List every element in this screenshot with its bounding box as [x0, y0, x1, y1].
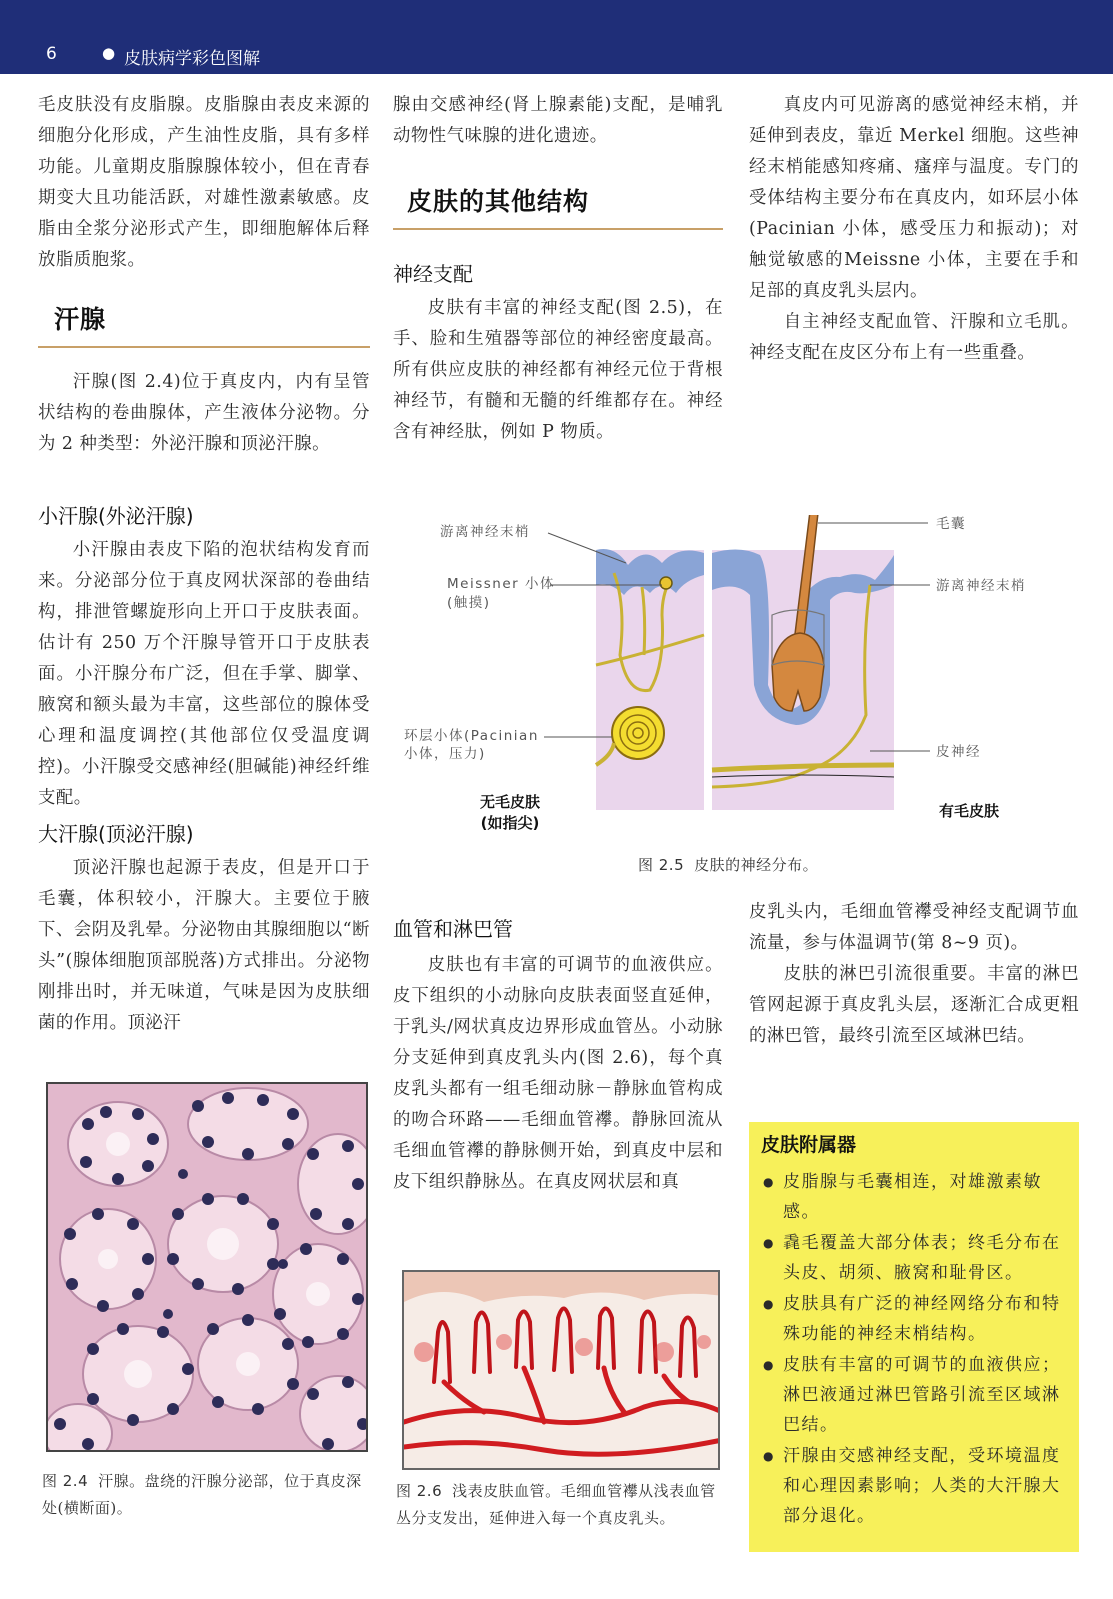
nerve-supply-illustration [400, 515, 1100, 835]
page-number: 6 [46, 44, 57, 64]
summary-item: ● 皮脂腺与毛囊相连，对雄激素敏感。 [761, 1167, 1067, 1227]
sweat-gland-histology-image [48, 1084, 368, 1452]
paragraph-nerve-endings: 真皮内可见游离的感觉神经末梢，并延伸到表皮，靠近 Merkel 细胞。这些神经末梢能感知疼痛、瘙痒与温度。专门的受体结构主要分布在真皮内，如环层小体(Pacinian 小体，感受压力和振动)；对触觉敏感的Meissne 小体，主要在手和足部的真皮乳头层内。 [749, 95, 1079, 301]
label-glabrous-skin [470, 792, 550, 834]
paragraph-sebaceous: 毛皮肤没有皮脂腺。皮脂腺由表皮来源的细胞分化形成，产生油性皮脂，具有多样功能。儿童期皮脂腺腺体较小，但在青春期变大且功能活跃，对雄性激素敏感。皮脂由全浆分泌形式产生，即细胞解体后释放脂质胞浆。 [38, 95, 370, 270]
label-free-nerve-endings-right: 游离神经末梢 [936, 578, 1026, 594]
label-glabrous-skin-sub: (如指尖) [480, 814, 540, 832]
heading-rule [393, 228, 723, 230]
figure-2-6-caption [396, 1478, 730, 1532]
heading-other-structures: 皮肤的其他结构 [407, 187, 590, 216]
page-header [0, 0, 1113, 74]
heading-eccrine: 小汗腺(外泌汗腺) [38, 504, 194, 528]
summary-box [749, 1122, 1079, 1552]
heading-nerve-supply: 神经支配 [393, 262, 473, 286]
summary-item: ● 皮肤具有广泛的神经网络分布和特殊功能的神经末梢结构。 [761, 1289, 1067, 1349]
figure-2-5-text: 皮肤的神经分布。 [694, 856, 819, 874]
summary-item: ● 皮肤有丰富的可调节的血液供应；淋巴液通过淋巴管路引流至区域淋巴结。 [761, 1350, 1067, 1440]
heading-apocrine: 大汗腺(顶泌汗腺) [38, 822, 194, 846]
column-1 [38, 90, 370, 276]
figure-2-4-photo [46, 1082, 368, 1452]
figure-2-5-label: 图 2.5 [638, 856, 685, 874]
label-cutaneous-nerve: 皮神经 [936, 744, 981, 760]
skin-vessels-image [404, 1272, 720, 1470]
paragraph-nerve-supply: 皮肤有丰富的神经支配(图 2.5)，在手、脸和生殖器等部位的神经密度最高。所有供应皮肤的神经都有神经元位于背根神经节，有髓和无髓的纤维都存在。神经含有神经肽，例如 P 物质。 [393, 298, 723, 442]
summary-item: ● 毳毛覆盖大部分体表；终毛分布在头皮、胡须、腋窝和耻骨区。 [761, 1228, 1067, 1288]
figure-2-4-text: 汗腺。盘绕的汗腺分泌部，位于真皮深处(横断面)。 [42, 1472, 362, 1517]
label-free-nerve-endings-left: 游离神经末梢 [440, 524, 530, 540]
paragraph-autonomic: 自主神经支配血管、汗腺和立毛肌。神经支配在皮区分布上有一些重叠。 [749, 312, 1079, 363]
heading-rule [38, 346, 370, 348]
label-hairy-skin: 有毛皮肤 [938, 802, 999, 820]
paragraph-apocrine: 顶泌汗腺也起源于表皮，但是开口于毛囊，体积较小，汗腺大。主要位于腋下、会阴及乳晕。分泌物由其腺细胞以“断头”(腺体细胞顶部脱落)方式排出。分泌物刚排出时，并无味道，气味是因为皮肤细菌的作用。顶泌汗 [38, 858, 370, 1033]
figure-2-4-caption [42, 1468, 372, 1522]
label-glabrous-skin-title: 无毛皮肤 [479, 793, 540, 811]
summary-item: ● 汗腺由交感神经支配，受环境温度和心理因素影响；人类的大汗腺大部分退化。 [761, 1441, 1067, 1531]
heading-sweat-glands: 汗腺 [54, 305, 107, 334]
figure-2-6-label: 图 2.6 [396, 1482, 443, 1500]
label-meissner: Meissner 小体 [447, 576, 555, 592]
summary-title: 皮肤附属器 [761, 1134, 857, 1156]
figure-2-5-diagram [400, 515, 1100, 835]
paragraph-vessels-cont: 皮乳头内，毛细血管襻受神经支配调节血流量，参与体温调节(第 8~9 页)。 [749, 902, 1079, 953]
section-sweat-glands [38, 300, 370, 348]
paragraph-apocrine-cont: 腺由交感神经(肾上腺素能)支配，是哺乳动物性气味腺的进化遗迹。 [393, 95, 723, 146]
figure-2-6-photo [402, 1270, 720, 1470]
heading-vessels: 血管和淋巴管 [393, 917, 513, 941]
figure-2-4-label: 图 2.4 [42, 1472, 89, 1490]
header-bullet: ● [102, 44, 116, 62]
label-hair-follicle: 毛囊 [936, 516, 966, 532]
book-title: 皮肤病学彩色图解 [124, 49, 260, 69]
figure-2-5-caption [638, 852, 898, 879]
paragraph-lymph: 皮肤的淋巴引流很重要。丰富的淋巴管网起源于真皮乳头层，逐渐汇合成更粗的淋巴管，最终引流至区域淋巴结。 [749, 964, 1079, 1046]
label-pacinian-sub: 小体，压力) [404, 746, 486, 762]
section-other-structures [393, 182, 723, 230]
paragraph-vessels: 皮肤也有丰富的可调节的血液供应。皮下组织的小动脉向皮肤表面竖直延伸，于乳头/网状真皮边界形成血管丛。小动脉分支延伸到真皮乳头内(图 2.6)，每个真皮乳头都有一组毛细动脉－静脉血管构成的吻合环路——毛细血管襻。静脉回流从毛细血管襻的静脉侧开始，到真皮中层和皮下组织静脉丛。在真皮网状层和真 [393, 955, 723, 1192]
label-pacinian: 环层小体(Pacinian [404, 728, 539, 744]
figure-2-6-text: 浅表皮肤血管。毛细血管襻从浅表血管丛分支发出，延伸进入每一个真皮乳头。 [396, 1482, 716, 1527]
paragraph-eccrine: 小汗腺由表皮下陷的泡状结构发育而来。分泌部分位于真皮网状深部的卷曲结构，排泄管螺旋形向上开口于皮肤表面。估计有 250 万个汗腺导管开口于皮肤表面。小汗腺分布广泛，但在手掌、脚掌、腋窝和额头最为丰富，这些部位的腺体受心理和温度调控(其他部位仅受温度调控)。小汗腺受交感神经(胆碱能)神经纤维支配。 [38, 540, 370, 808]
label-meissner-sub: (触摸) [447, 595, 491, 611]
paragraph-sweat-glands: 汗腺(图 2.4)位于真皮内，内有呈管状结构的卷曲腺体，产生液体分泌物。分为 2 种类型：外泌汗腺和顶泌汗腺。 [38, 372, 370, 454]
